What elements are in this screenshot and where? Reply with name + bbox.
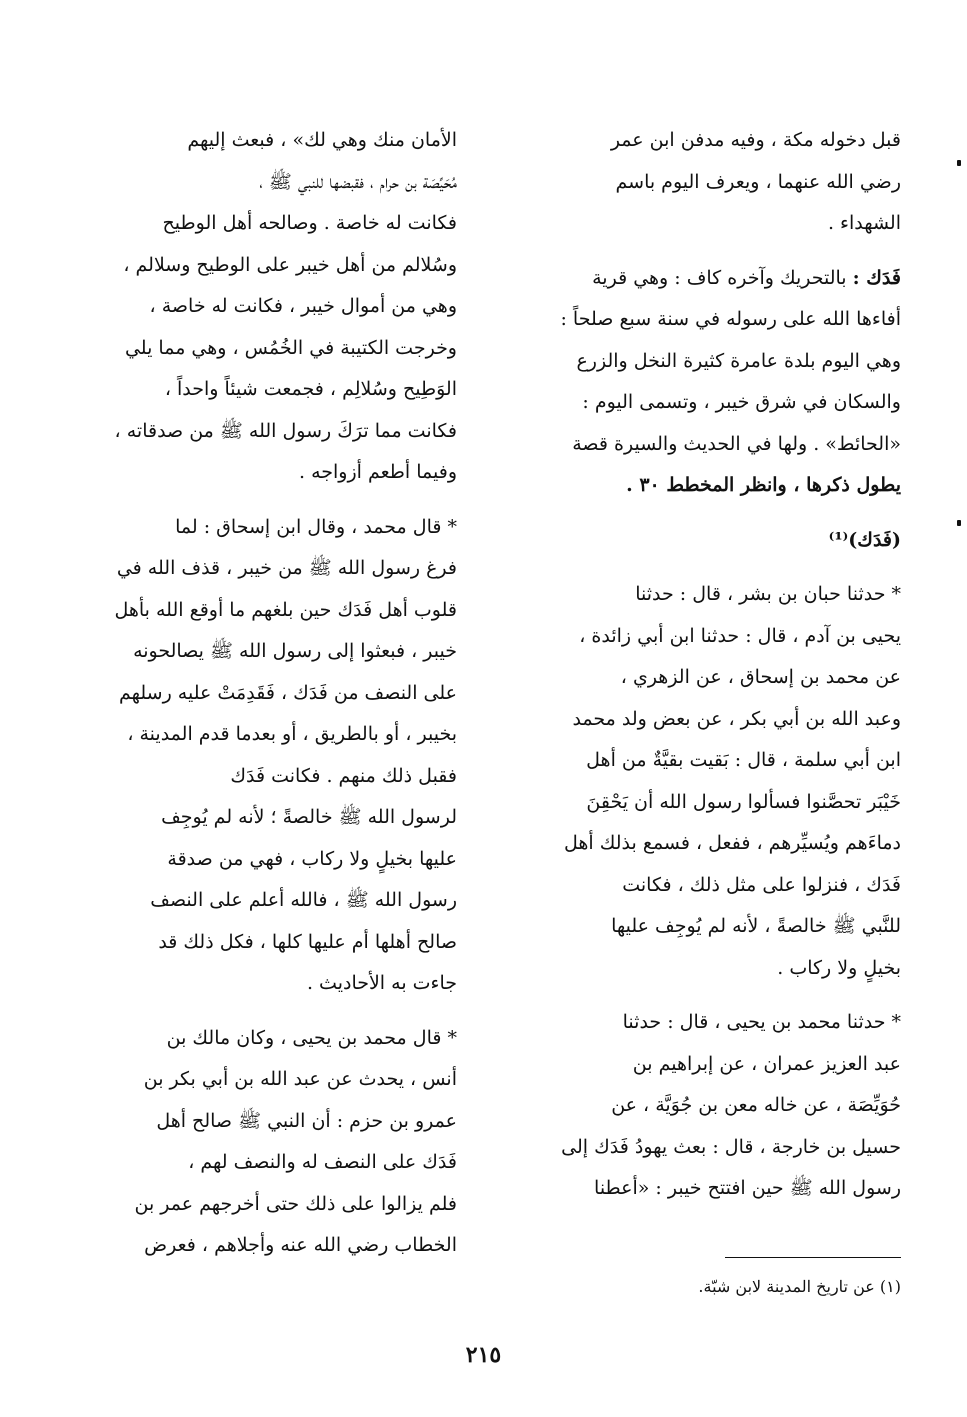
text-line: الأمان منك وهي لك» ، فبعث إليهم xyxy=(187,129,457,151)
text-line: صالح أهلها أم عليها كلها ، فكل ذلك قد xyxy=(158,930,457,953)
text-line: وهي اليوم بلدة عامرة كثيرة النخل والزرع xyxy=(576,349,901,372)
text-line: لرسول الله ﷺ خالصةً ؛ لأنه لم يُوجِف xyxy=(161,806,457,828)
paragraph-malik xyxy=(53,1018,457,1267)
text-line: عبد العزيز عمران ، عن إبراهيم بن xyxy=(632,1052,901,1075)
text-line: مُحَيِّصَة بن حرام ، فقبضها للنبي ﷺ ، xyxy=(259,170,457,193)
text-line: قبل دخوله مكة ، وفيه مدفن ابن عمر xyxy=(610,129,901,151)
text-line: الوَطِيح وسُلالِم ، فجمعت شيئاً واحداً ، xyxy=(164,378,457,400)
text-line: وفيما أطعم أزواجه . xyxy=(299,461,457,483)
margin-mark xyxy=(957,160,961,166)
text-line: وهي من أموال خيبر ، فكانت له خاصة ، xyxy=(149,295,457,317)
text-line: «الحائط» . ولها في الحديث والسيرة قصة xyxy=(572,432,901,455)
heading-fadak: (فَدَك)⁽¹⁾ xyxy=(828,528,901,551)
text-line xyxy=(503,258,901,300)
text-line: أنس ، يحدث عن عبد الله بن أبي بكر بن xyxy=(143,1068,457,1090)
text-line: خَيْبَر تحصَّنوا فسألوا رسول الله أن يَحْقِنَ xyxy=(586,790,901,813)
entry-definition: بالتحريك وآخره كاف : وهي قرية xyxy=(592,266,853,289)
text-line: رضي الله عنهما ، ويعرف اليوم باسم xyxy=(615,170,901,193)
footnote xyxy=(503,1275,901,1299)
text-line: الخطاب رضي الله عنه وأجلاهم ، فعرض xyxy=(144,1234,457,1256)
text-line: على النصف من فَدَك ، فَقَدِمَتْ عليه رسلهم xyxy=(118,681,457,704)
text-line: * حدثنا حبان بن بشر ، قال : حدثنا xyxy=(635,583,901,605)
text-line: فكانت له خاصة . وصالحه أهل الوطيح xyxy=(162,212,457,234)
text-line: فلم يزالوا على ذلك حتى أخرجهم عمر بن xyxy=(134,1192,457,1215)
entry-term: فَدَك : xyxy=(852,266,901,289)
text-line: حسيل بن خارجة ، قال : بعث يهودُ فَدَك إلى xyxy=(561,1135,901,1158)
text-line: * حدثنا محمد بن يحيى ، قال : حدثنا xyxy=(622,1011,901,1033)
text-line: خيبر ، فبعثوا إلى رسول الله ﷺ يصالحونه xyxy=(133,640,457,662)
right-column xyxy=(503,120,901,1223)
paragraph-hadith-1 xyxy=(503,574,901,989)
text-line: جاءت به الأحاديث . xyxy=(306,972,457,994)
section-heading xyxy=(503,520,901,562)
left-column xyxy=(53,120,457,1280)
text-line: والسكان في شرق خيبر ، وتسمى اليوم : xyxy=(582,391,901,413)
text-line: رسول الله ﷺ حين افتتح خيبر : «أعطنا xyxy=(594,1177,901,1199)
text-line: وخرجت الكتيبة في الخُمُس ، وهي مما يلي xyxy=(124,336,457,359)
text-line: بخيلٍ ولا ركاب . xyxy=(777,956,901,979)
margin-mark xyxy=(957,520,961,526)
paragraph-fadak-definition xyxy=(503,258,901,507)
text-line: بخيبر ، أو بالطريق ، أو بعدما قدم المدينة ، xyxy=(127,723,457,745)
text-line: * قال محمد ، وقال ابن إسحاق : لما xyxy=(175,515,457,538)
text-line: قلوب أهل فَدَك حين بلغهم ما أوقع الله بأهل xyxy=(114,598,457,621)
text-line: عن محمد بن إسحاق ، عن الزهري ، xyxy=(620,666,901,688)
text-line: حُوَيِّصَة ، عن خاله معن بن جُوَيَّة ، عن xyxy=(611,1094,901,1116)
text-line: فقبل ذلك منهم . فكانت فَدَك xyxy=(230,764,457,787)
footnote-marker: (١) xyxy=(879,1277,901,1296)
text-line: أفاءها الله على رسوله في سنة سبع صلحاً : xyxy=(560,308,901,330)
text-line: رسول الله ﷺ ، فالله أعلم على النصف xyxy=(150,889,457,911)
paragraph-hadith-2 xyxy=(503,1002,901,1210)
text-line: الشهداء . xyxy=(827,212,901,234)
text-line: ابن أبي سلمة ، قال : بَقيت بقيَّةٌ من أهل xyxy=(586,749,901,771)
text-line: عليها بخيلٍ ولا ركاب ، فهي من صدقة xyxy=(167,847,457,870)
text-line: فكانت مما ترَكَ رسول الله ﷺ من صدقاته ، xyxy=(114,419,457,442)
text-line: عمرو بن حزم : أن النبي ﷺ صالح أهل xyxy=(156,1109,457,1132)
text-line: وسُلالم من أهل خيبر على الوطيح وسلالم ، xyxy=(123,253,457,276)
text-line: يطول ذكرها ، وانظر المخطط ٣٠ . xyxy=(626,474,901,496)
text-line: فرغ رسول الله ﷺ من خيبر ، قذف الله في xyxy=(116,557,457,579)
text-line: * قال محمد بن يحيى ، وكان مالك بن xyxy=(166,1026,457,1049)
page-number: ٢١٥ xyxy=(465,1342,502,1368)
text-line: وعبد الله بن أبي بكر ، عن بعض ولد محمد xyxy=(572,707,901,730)
text-line: للنَّبي ﷺ خالصةً ، لأنه لم يُوجِف عليها xyxy=(611,915,901,937)
paragraph-ibn-ishaq xyxy=(53,507,457,1005)
footnote-text: عن تاريخ المدينة لابن شبّة. xyxy=(698,1277,875,1296)
text-line: فَدَك على النصف له والنصف لهم ، xyxy=(188,1151,457,1173)
paragraph-makkah-entry xyxy=(503,120,901,245)
paragraph-continuation xyxy=(53,120,457,494)
text-line: يحيى بن آدم ، قال : حدثنا ابن أبي زائدة ، xyxy=(579,624,901,647)
text-line: دماءَهم ويُسيِّرهم ، ففعل ، فسمع بذلك أهل xyxy=(564,832,901,854)
text-line: فَدَك ، فنزلوا على مثل ذلك ، فكانت xyxy=(622,873,901,896)
footnote-divider xyxy=(725,1257,901,1258)
